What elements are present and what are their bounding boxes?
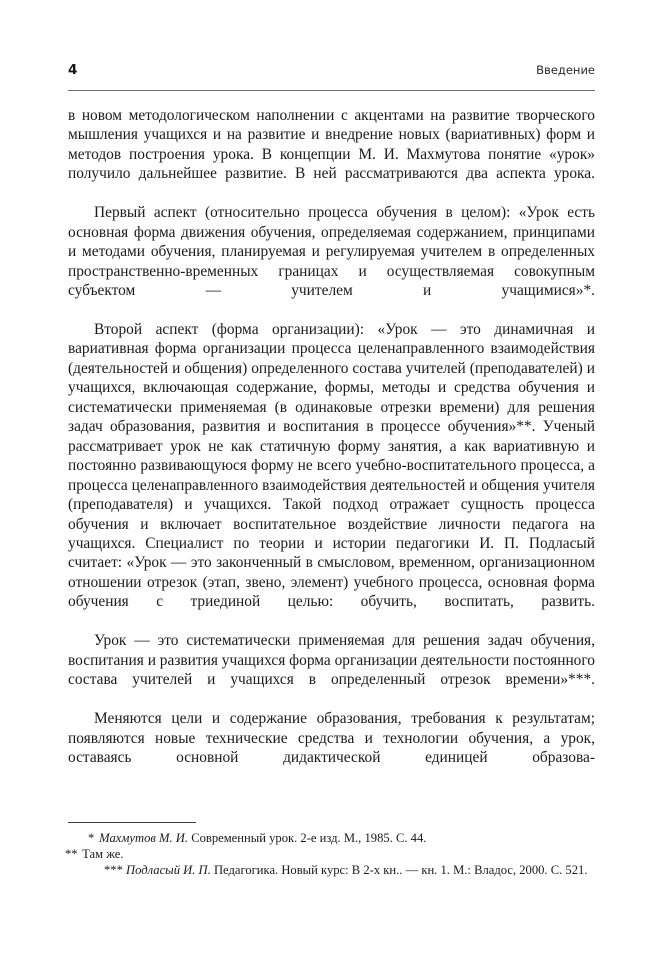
body-text bbox=[68, 106, 595, 787]
footnote-text: Современный урок. 2-е изд. М., 1985. С. 44. bbox=[191, 831, 427, 845]
paragraph-5: Меняются цели и содержание образования, требования к результатам; появляются новые технические средства и технологии обучения, а урок, оставаясь основной дидактической единицей образова- bbox=[68, 710, 595, 766]
page-number: 4 bbox=[68, 62, 78, 78]
footnote-marker: *** bbox=[104, 863, 123, 878]
paragraph-1: в новом методологическом наполнении с акцентами на развитие творческого мышления учащихся и на развитие и внедрение новых (вариативных) форм и методов построения урока. В концепции М. И. Махмутова понятие «урок» получило дальнейшее развитие. В ней рассматриваются два аспекта урока. bbox=[68, 107, 595, 183]
running-head bbox=[68, 62, 595, 78]
footnote-author: Подласый И. П. bbox=[126, 863, 211, 878]
footnote-text: Педагогика. Новый курс: В 2-х кн.. — кн. 1. М.: Владос, 2000. С. 521. bbox=[213, 863, 588, 878]
header-divider bbox=[68, 90, 595, 91]
running-title: Введение bbox=[536, 63, 595, 77]
footnote-text: Там же. bbox=[82, 847, 124, 862]
footnote-item: ** Там же. bbox=[65, 847, 124, 862]
footnote-author: Махмутов М. И. bbox=[99, 831, 189, 845]
paragraph-2: Первый аспект (относительно процесса обучения в целом): «Урок есть основная форма движения обучения, определяемая содержанием, принципами и методами обучения, планируемая и регулируемая учителем в определенных пространственно-временных границах и осуществляемая совокупным субъектом — учителем и учащимися»*. bbox=[68, 204, 595, 300]
paragraph-4: Урок — это систематически применяемая для решения задач обучения, воспитания и развития учащихся форма организации деятельности постоянного состава учителей и учащихся в определенный отрезок времени»***. bbox=[68, 632, 595, 689]
footnote-separator bbox=[68, 822, 196, 823]
paragraph-3: Второй аспект (форма организации): «Урок — это динамичная и вариативная форма организации процесса целенаправленного взаимодействия (деятельностей и общения) определенного состава учителей (преподавателей) и учащихся, включающая содержание, формы, методы и средства обучения и систематически применяемая (в одинаковые отрезки времени) для решения задач образования, развития и воспитания в процессе обучения»**. Ученый рассматривает урок не как статичную форму занятия, а как вариативную и постоянно развивающуюся форму не всего учебно-воспитательного процесса, а процесса целенаправленного взаимодействия деятельностей и общения учителя (преподавателя) и учащихся. Такой подход отражает сущность процесса обучения и включает воспитательное воздействие личности педагога на учащихся. Специалист по теории и истории педагогики И. П. Подласый считает: «Урок — это законченный в смысловом, временном, организационном отношении отрезок (этап, звено, элемент) учебного процесса, основная форма обучения с триединой целью: обучить, воспитать, развить. bbox=[68, 320, 595, 611]
footnote-item: * Махмутов М. И. Современный урок. 2-е изд. М., 1985. С. 44. bbox=[88, 831, 427, 845]
footnote-item bbox=[68, 862, 595, 878]
footnote-list bbox=[65, 830, 595, 879]
